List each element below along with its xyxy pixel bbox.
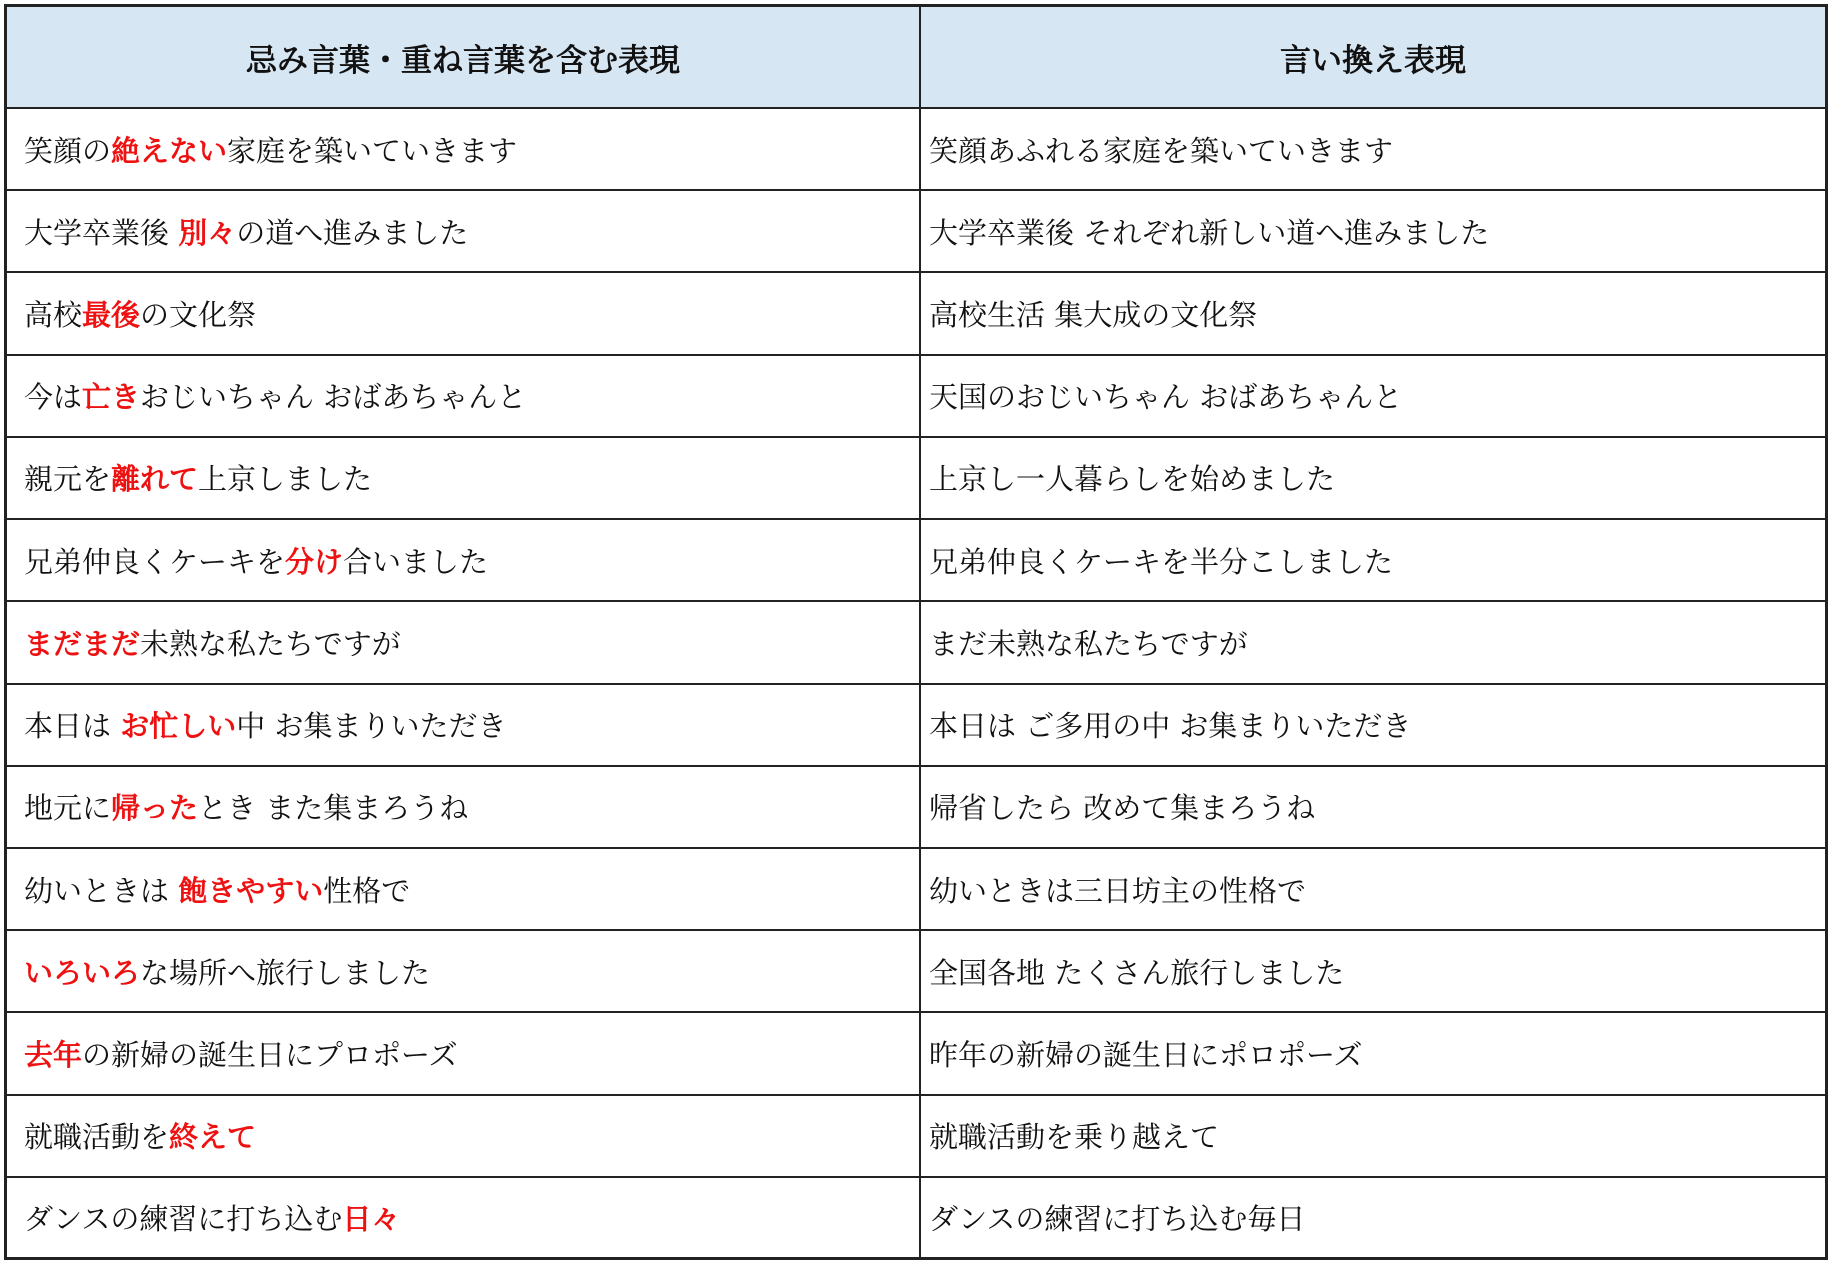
table-row [7, 931, 1825, 1013]
taboo-word-highlight: 帰った [111, 791, 199, 826]
header-taboo-expressions: 忌み言葉・重ね言葉を含む表現 [7, 7, 921, 107]
rephrased-expression-cell: 上京し一人暮らしを始めました [929, 462, 1336, 497]
rephrased-expression-cell: 大学卒業後 それぞれ新しい道へ進みました [929, 215, 1490, 250]
taboo-expression-cell [7, 1096, 921, 1176]
comparison-table [4, 4, 1828, 1260]
taboo-word-highlight: お忙しい [120, 709, 237, 744]
expression-text: 笑顔の [24, 133, 112, 168]
expression-text: 就職活動を [24, 1120, 170, 1155]
expression-text: 未熟な私たちですが [140, 626, 401, 661]
expression-text: 本日は [24, 709, 121, 744]
rephrased-expression-cell: 帰省したら 改めて集まろうね [929, 791, 1316, 826]
taboo-word-highlight: 絶えない [111, 133, 228, 168]
taboo-word-highlight: 別々 [178, 215, 237, 250]
table-row [7, 849, 1825, 931]
expression-text: 家庭を築いていきます [227, 133, 518, 168]
expression-text: の新婦の誕生日にプロポーズ [82, 1038, 458, 1073]
expression-text: 性格で [323, 873, 411, 908]
expression-text: 親元を [24, 462, 112, 497]
rephrased-expression-cell: 幼いときは三日坊主の性格で [929, 873, 1307, 908]
table-row [7, 1096, 1825, 1178]
table-row [7, 438, 1825, 520]
table-row [7, 1178, 1825, 1258]
table-body [7, 109, 1825, 1258]
rephrased-expression-cell: 高校生活 集大成の文化祭 [929, 298, 1258, 333]
expression-text: 高校 [24, 298, 83, 333]
taboo-word-highlight: 終えて [169, 1120, 257, 1155]
taboo-expression-cell [7, 438, 921, 518]
taboo-expression-cell [7, 356, 921, 436]
expression-text: 上京しました [198, 462, 373, 497]
taboo-word-highlight: 日々 [342, 1202, 401, 1237]
expression-text: の道へ進みました [236, 215, 469, 250]
header-rephrased-expressions: 言い換え表現 [1280, 42, 1466, 79]
table-row [7, 109, 1825, 191]
expression-text: 合いました [343, 544, 489, 579]
taboo-expression-cell [7, 931, 921, 1011]
taboo-word-highlight: 離れて [111, 462, 199, 497]
rephrased-expression-cell: 昨年の新婦の誕生日にポロポーズ [929, 1038, 1363, 1073]
table-row [7, 356, 1825, 438]
taboo-word-highlight: 亡き [82, 380, 141, 415]
table-row [7, 520, 1825, 602]
taboo-expression-cell [7, 109, 921, 189]
rephrased-expression-cell: 笑顔あふれる家庭を築いていきます [929, 133, 1394, 168]
rephrased-expression-cell: 全国各地 たくさん旅行しました [929, 955, 1345, 990]
taboo-expression-cell [7, 520, 921, 600]
expression-text: 大学卒業後 [24, 215, 179, 250]
rephrased-expression-cell: 就職活動を乗り越えて [929, 1120, 1220, 1155]
expression-text: 中 お集まりいただき [236, 709, 507, 744]
expression-text: 兄弟仲良くケーキを [24, 544, 286, 579]
table-row [7, 273, 1825, 355]
table-row [7, 602, 1825, 684]
taboo-word-highlight: 去年 [24, 1038, 83, 1073]
expression-text: の文化祭 [140, 298, 257, 333]
table-row [7, 1013, 1825, 1095]
taboo-word-highlight: 飽きやすい [178, 873, 324, 908]
rephrased-expression-cell: 天国のおじいちゃん おばあちゃんと [929, 380, 1403, 415]
taboo-word-highlight: いろいろ [24, 955, 141, 990]
expression-text: 今は [24, 380, 83, 415]
expression-text: 地元に [24, 791, 112, 826]
rephrased-expression-cell: まだ未熟な私たちですが [929, 626, 1248, 661]
expression-text: 幼いときは [24, 873, 179, 908]
taboo-expression-cell [7, 767, 921, 847]
table-row [7, 685, 1825, 767]
taboo-expression-cell [7, 602, 921, 682]
taboo-word-highlight: 最後 [82, 298, 141, 333]
taboo-expression-cell [7, 1013, 921, 1093]
rephrased-expression-cell: 兄弟仲良くケーキを半分こしました [929, 544, 1394, 579]
expression-text: ダンスの練習に打ち込む [24, 1202, 343, 1237]
taboo-expression-cell [7, 191, 921, 271]
expression-text: な場所へ旅行しました [140, 955, 431, 990]
expression-text: とき また集まろうね [198, 791, 469, 826]
rephrased-expression-cell: 本日は ご多用の中 お集まりいただき [929, 709, 1412, 744]
table-row [7, 191, 1825, 273]
table-row [7, 767, 1825, 849]
taboo-expression-cell [7, 849, 921, 929]
expression-text: おじいちゃん おばあちゃんと [140, 380, 527, 415]
taboo-expression-cell [7, 1178, 921, 1258]
rephrased-expression-cell: ダンスの練習に打ち込む毎日 [929, 1202, 1306, 1237]
taboo-expression-cell [7, 685, 921, 765]
taboo-expression-cell [7, 273, 921, 353]
table-header-row [7, 7, 1825, 109]
taboo-word-highlight: 分け [285, 544, 344, 579]
taboo-word-highlight: まだまだ [24, 626, 141, 661]
